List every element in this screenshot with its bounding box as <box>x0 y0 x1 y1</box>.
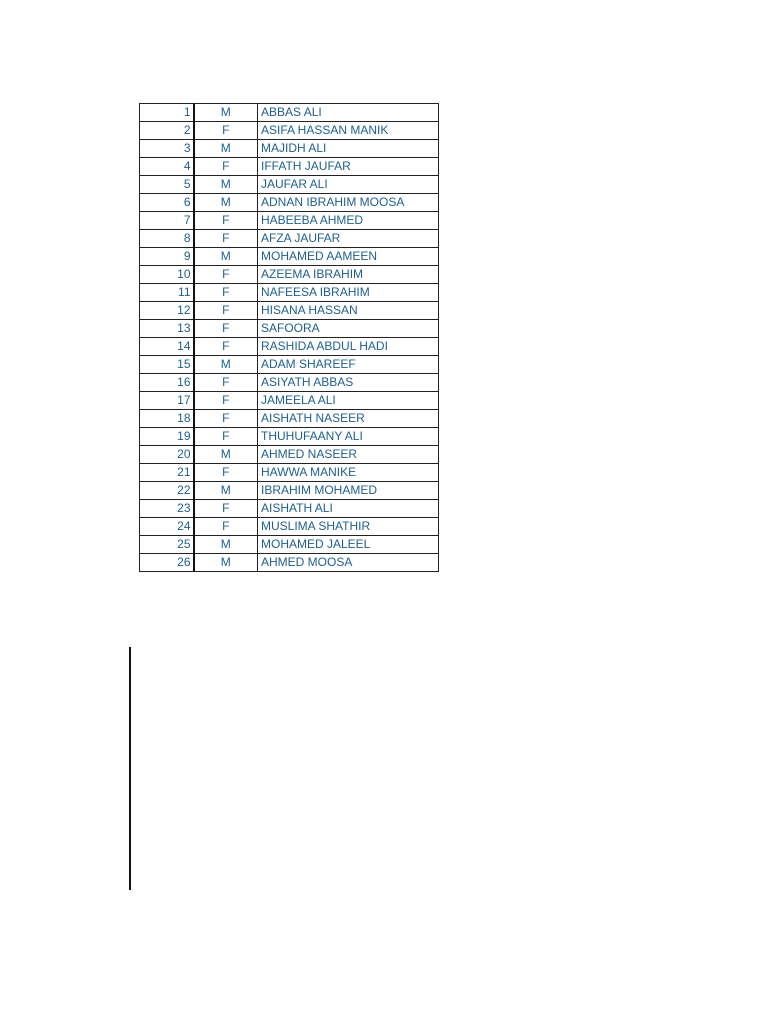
table-row <box>140 500 439 518</box>
name-cell: MUSLIMA SHATHIR <box>258 518 439 536</box>
gender-cell: M <box>194 176 258 194</box>
name-cell: AHMED MOOSA <box>258 554 439 572</box>
row-number-cell: 17 <box>140 392 194 410</box>
name-cell: ADAM SHAREEF <box>258 356 439 374</box>
name-list-table <box>139 103 439 572</box>
gender-cell: F <box>194 284 258 302</box>
gender-cell: F <box>194 464 258 482</box>
name-cell: ASIYATH ABBAS <box>258 374 439 392</box>
name-cell: AHMED NASEER <box>258 446 439 464</box>
row-number-cell: 24 <box>140 518 194 536</box>
table-row <box>140 284 439 302</box>
gender-cell: F <box>194 230 258 248</box>
row-number-cell: 20 <box>140 446 194 464</box>
name-cell: THUHUFAANY ALI <box>258 428 439 446</box>
gender-cell: F <box>194 302 258 320</box>
table-row <box>140 158 439 176</box>
name-cell: ADNAN IBRAHIM MOOSA <box>258 194 439 212</box>
name-cell: AISHATH ALI <box>258 500 439 518</box>
table-row <box>140 356 439 374</box>
name-cell: IBRAHIM MOHAMED <box>258 482 439 500</box>
table-row <box>140 428 439 446</box>
table-row <box>140 302 439 320</box>
row-number-cell: 5 <box>140 176 194 194</box>
gender-cell: F <box>194 266 258 284</box>
table-row <box>140 464 439 482</box>
name-list-body <box>140 104 439 572</box>
row-number-cell: 15 <box>140 356 194 374</box>
row-number-cell: 13 <box>140 320 194 338</box>
table-row <box>140 230 439 248</box>
table-row <box>140 212 439 230</box>
row-number-cell: 6 <box>140 194 194 212</box>
row-number-cell: 18 <box>140 410 194 428</box>
gender-cell: M <box>194 482 258 500</box>
row-number-cell: 9 <box>140 248 194 266</box>
table-row <box>140 536 439 554</box>
row-number-cell: 11 <box>140 284 194 302</box>
name-cell: AFZA JAUFAR <box>258 230 439 248</box>
name-cell: AISHATH NASEER <box>258 410 439 428</box>
name-cell: SAFOORA <box>258 320 439 338</box>
row-number-cell: 26 <box>140 554 194 572</box>
gender-cell: F <box>194 500 258 518</box>
name-cell: NAFEESA IBRAHIM <box>258 284 439 302</box>
row-number-cell: 4 <box>140 158 194 176</box>
name-cell: ASIFA HASSAN MANIK <box>258 122 439 140</box>
table-row <box>140 320 439 338</box>
name-cell: HABEEBA AHMED <box>258 212 439 230</box>
row-number-cell: 21 <box>140 464 194 482</box>
name-cell: JAUFAR ALI <box>258 176 439 194</box>
name-cell: HISANA HASSAN <box>258 302 439 320</box>
gender-cell: F <box>194 428 258 446</box>
table-row <box>140 140 439 158</box>
table-row <box>140 104 439 122</box>
table-row <box>140 518 439 536</box>
name-cell: ABBAS ALI <box>258 104 439 122</box>
gender-cell: F <box>194 374 258 392</box>
row-number-cell: 12 <box>140 302 194 320</box>
table-row <box>140 446 439 464</box>
row-number-cell: 22 <box>140 482 194 500</box>
table-row <box>140 194 439 212</box>
gender-cell: F <box>194 320 258 338</box>
row-number-cell: 19 <box>140 428 194 446</box>
row-number-cell: 7 <box>140 212 194 230</box>
table-row <box>140 410 439 428</box>
name-cell: IFFATH JAUFAR <box>258 158 439 176</box>
gender-cell: M <box>194 554 258 572</box>
name-cell: MOHAMED JALEEL <box>258 536 439 554</box>
row-number-cell: 10 <box>140 266 194 284</box>
gender-cell: M <box>194 140 258 158</box>
gender-cell: F <box>194 338 258 356</box>
gender-cell: M <box>194 536 258 554</box>
name-cell: MAJIDH ALI <box>258 140 439 158</box>
name-cell: AZEEMA IBRAHIM <box>258 266 439 284</box>
name-cell: HAWWA MANIKE <box>258 464 439 482</box>
table-row <box>140 374 439 392</box>
name-cell: JAMEELA ALI <box>258 392 439 410</box>
row-number-cell: 2 <box>140 122 194 140</box>
gender-cell: M <box>194 446 258 464</box>
name-cell: RASHIDA ABDUL HADI <box>258 338 439 356</box>
gender-cell: F <box>194 158 258 176</box>
gender-cell: F <box>194 518 258 536</box>
table-row <box>140 266 439 284</box>
gender-cell: F <box>194 410 258 428</box>
row-number-cell: 3 <box>140 140 194 158</box>
gender-cell: F <box>194 122 258 140</box>
table-row <box>140 392 439 410</box>
gender-cell: F <box>194 392 258 410</box>
gender-cell: M <box>194 356 258 374</box>
gender-cell: M <box>194 194 258 212</box>
table-row <box>140 482 439 500</box>
row-number-cell: 1 <box>140 104 194 122</box>
row-number-cell: 25 <box>140 536 194 554</box>
name-cell: MOHAMED AAMEEN <box>258 248 439 266</box>
table-row <box>140 554 439 572</box>
row-number-cell: 14 <box>140 338 194 356</box>
table-row <box>140 176 439 194</box>
gender-cell: F <box>194 212 258 230</box>
row-number-cell: 16 <box>140 374 194 392</box>
row-number-cell: 23 <box>140 500 194 518</box>
table-row <box>140 248 439 266</box>
table-row <box>140 122 439 140</box>
page-margin-line <box>129 647 131 890</box>
table-row <box>140 338 439 356</box>
gender-cell: M <box>194 248 258 266</box>
gender-cell: M <box>194 104 258 122</box>
row-number-cell: 8 <box>140 230 194 248</box>
